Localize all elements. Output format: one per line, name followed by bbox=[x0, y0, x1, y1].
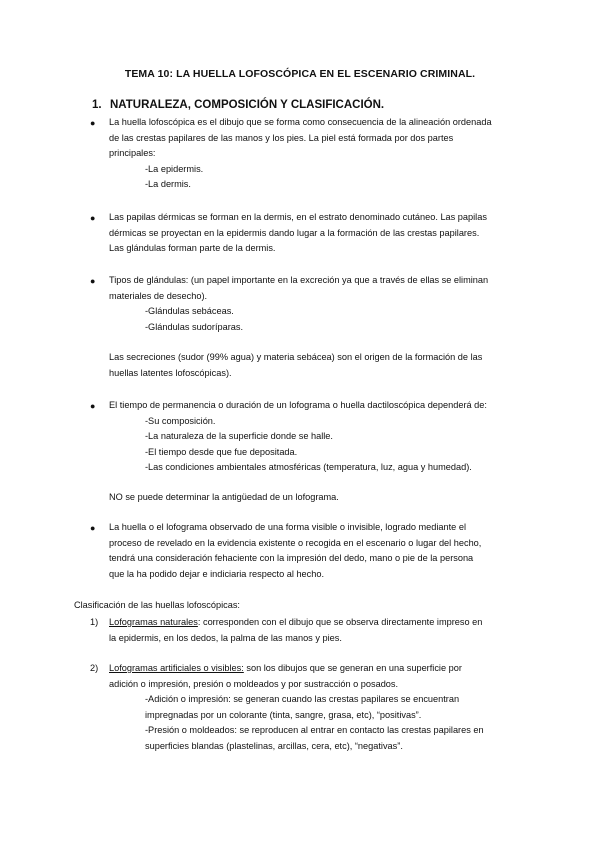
paragraph-glandulas bbox=[109, 273, 488, 335]
text-line: que la ha podido dejar e indiciaria respecto al hecho. bbox=[109, 568, 325, 579]
bullet-icon: ● bbox=[90, 523, 96, 533]
document-title: TEMA 10: LA HUELLA LOFOSCÓPICA EN EL ESCENARIO CRIMINAL. bbox=[124, 68, 476, 80]
text-line: de las crestas papilares de las manos y los pies. La piel está formada por dos partes bbox=[109, 132, 454, 143]
text-line: principales: bbox=[109, 148, 156, 158]
bullet-icon: ● bbox=[90, 276, 96, 286]
paragraph-revelado bbox=[109, 520, 481, 582]
text-line: La huella lofoscópica es el dibujo que se forma como consecuencia de la alineación ordenada bbox=[109, 117, 492, 127]
sub-item: impregnadas por un colorante (tinta, sangre, grasa, etc), “positivas”. bbox=[145, 709, 422, 720]
text-fragment: : corresponden con el dibujo que se observa directamente impreso en bbox=[197, 617, 483, 627]
text-line: NO se puede determinar la antigüedad de un lofograma. bbox=[109, 492, 339, 502]
bullet-icon: ● bbox=[90, 213, 96, 223]
sub-item: -Las condiciones ambientales atmosféricas (temperatura, luz, agua y humedad). bbox=[145, 462, 472, 472]
list-number: 1) bbox=[90, 617, 99, 627]
sub-item: -El tiempo desde que fue depositada. bbox=[145, 446, 298, 457]
sub-item: -La dermis. bbox=[145, 179, 191, 189]
clasificacion-title: Clasificación de las huellas lofoscópicas: bbox=[74, 600, 240, 610]
sub-item: -Su composición. bbox=[145, 415, 216, 426]
paragraph-secreciones bbox=[109, 350, 482, 381]
sub-item: superficies blandas (plastelinas, arcillas, cera, etc), “negativas”. bbox=[145, 740, 403, 751]
sub-item: -Glándulas sebáceas. bbox=[145, 306, 234, 316]
section-number: 1. bbox=[92, 99, 102, 111]
text-line bbox=[109, 661, 484, 677]
bullet-icon: ● bbox=[90, 401, 96, 411]
sub-item: -La naturaleza de la superficie donde se halle. bbox=[145, 431, 333, 441]
text-line: proceso de revelado en la evidencia existente o recogida en el escenario o lugar del hecho, bbox=[109, 537, 482, 548]
text-line: Las glándulas forman parte de la dermis. bbox=[109, 243, 276, 253]
section-heading-text: NATURALEZA, COMPOSICIÓN Y CLASIFICACIÓN. bbox=[110, 99, 385, 111]
text-line: La huella o el lofograma observado de una forma visible o invisible, logrado mediante el bbox=[109, 522, 466, 532]
text-line: El tiempo de permanencia o duración de un lofograma o huella dactiloscópica dependerá de: bbox=[109, 400, 487, 410]
paragraph-permanencia bbox=[109, 398, 487, 476]
section-heading bbox=[92, 99, 384, 111]
sub-item: -Adición o impresión: se generan cuando las crestas papilares se encuentran bbox=[145, 694, 460, 704]
list-item-lofogramas-artificiales bbox=[109, 661, 484, 754]
list-number: 2) bbox=[90, 663, 99, 673]
sub-item: -Presión o moldeados: se reproducen al entrar en contacto las crestas papilares en bbox=[145, 725, 484, 735]
text-line: tendrá una consideración fehaciente con la impresión del dedo, mano o pie de la persona bbox=[109, 553, 474, 563]
bullet-icon: ● bbox=[90, 118, 96, 128]
term-underlined: Lofogramas artificiales o visibles: bbox=[109, 663, 244, 673]
sub-item: -La epidermis. bbox=[145, 163, 204, 174]
list-item-lofogramas-naturales bbox=[109, 615, 482, 646]
text-line bbox=[109, 615, 482, 631]
text-line: huellas latentes lofoscópicas). bbox=[109, 367, 232, 378]
term-underlined: Lofogramas naturales bbox=[109, 617, 198, 627]
paragraph-antiguedad bbox=[109, 490, 339, 506]
text-line: Tipos de glándulas: (un papel importante en la excreción ya que a través de ellas se eliminan bbox=[109, 275, 489, 285]
paragraph-huella-definicion bbox=[109, 115, 492, 193]
text-line: la epidermis, en los dedos, la palma de las manos y pies. bbox=[109, 632, 342, 643]
sub-item: -Glándulas sudoríparas. bbox=[145, 321, 244, 332]
text-line: Las papilas dérmicas se forman en la dermis, en el estrato denominado cutáneo. Las papilas bbox=[109, 212, 487, 222]
text-line: Las secreciones (sudor (99% agua) y materia sebácea) son el origen de la formación de las bbox=[109, 352, 483, 362]
text-line: adición o impresión, presión o moldeados y por sustracción o posados. bbox=[109, 678, 399, 689]
text-fragment: son los dibujos que se generan en una superficie por bbox=[243, 663, 462, 673]
text-line: materiales de desecho). bbox=[109, 290, 208, 301]
paragraph-papilas bbox=[109, 210, 487, 257]
text-line: dérmicas se proyectan en la epidermis dando lugar a la formación de las crestas papilares. bbox=[109, 227, 480, 238]
